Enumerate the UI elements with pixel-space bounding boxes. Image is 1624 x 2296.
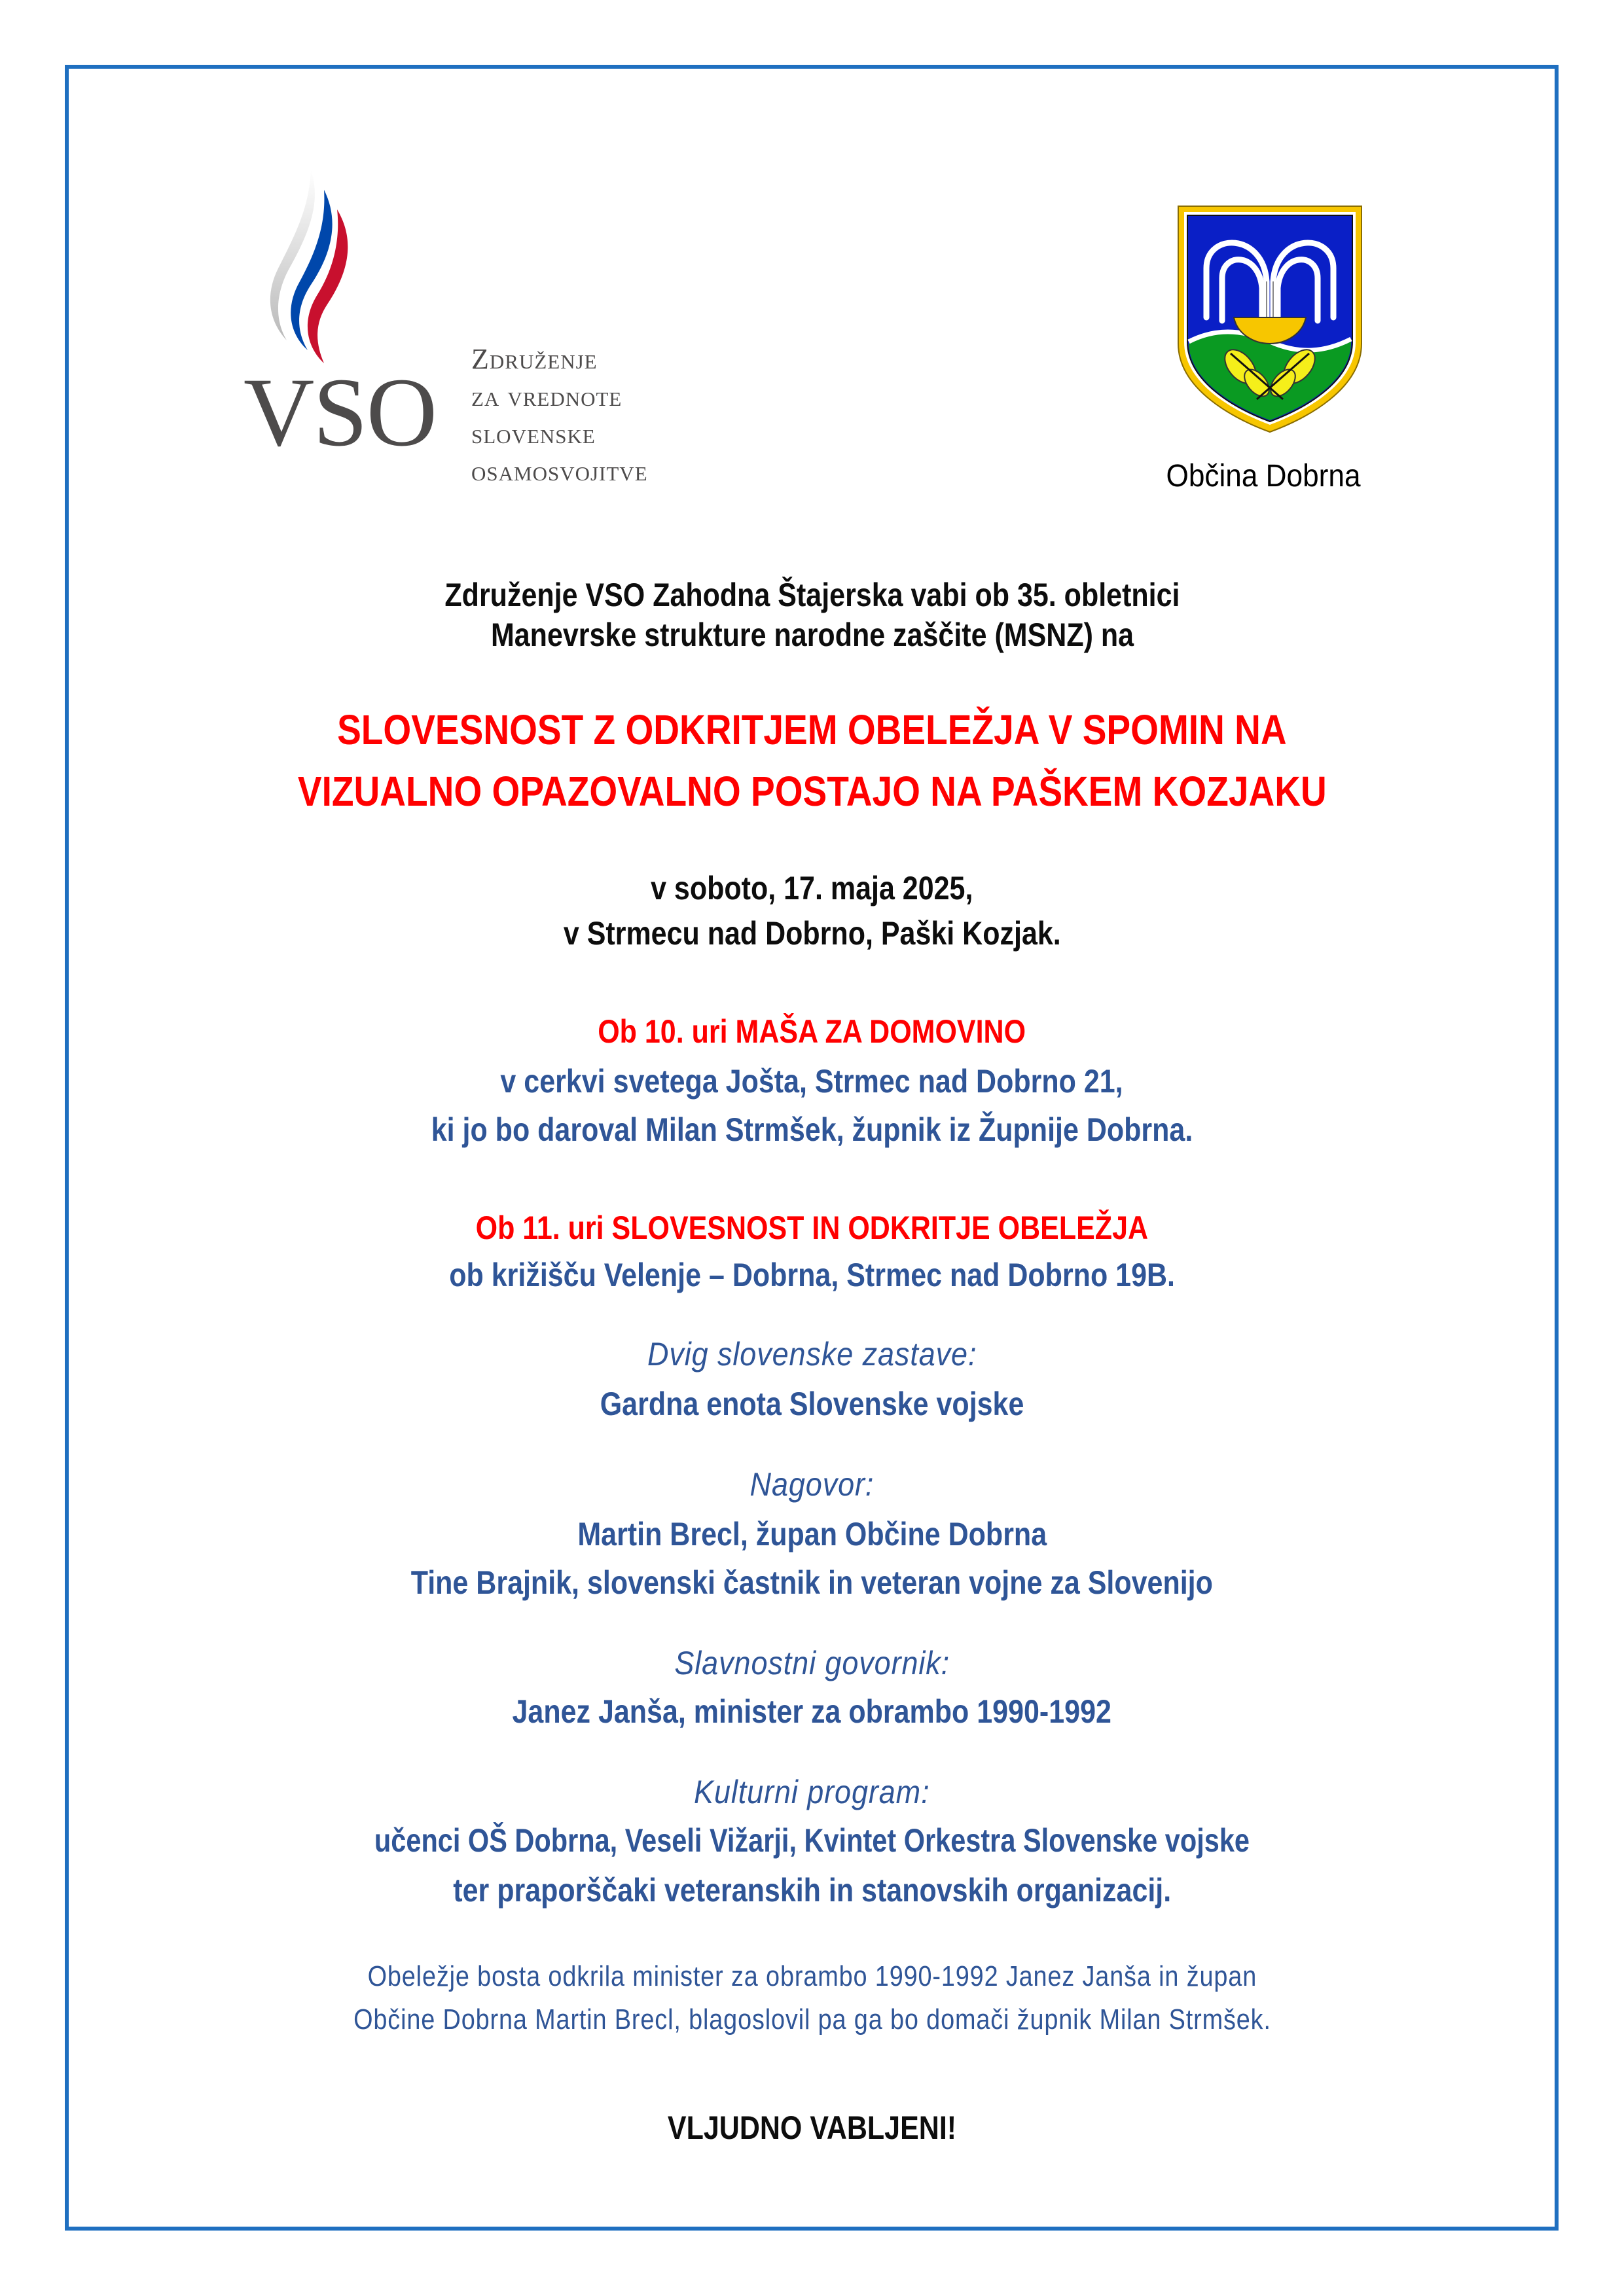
municipality-caption: Občina Dobrna: [1166, 459, 1361, 493]
event-title: SLOVESNOST Z ODKRITJEM OBELEŽJA V SPOMIN NA: [337, 706, 1287, 753]
event-date: v soboto, 17. maja 2025,: [651, 870, 973, 906]
program-event: SLOVESNOST IN ODKRITJE OBELEŽJA: [611, 1210, 1149, 1246]
section-value: Tine Brajnik, slovenski častnik in veteran vojne za Slovenijo: [410, 1564, 1214, 1601]
program-item-heading: [0, 1013, 1624, 1050]
program-item-heading: [0, 1209, 1624, 1247]
event-title: VIZUALNO OPAZOVALNO POSTAJO NA PAŠKEM KOZJAKU: [297, 768, 1327, 815]
vso-name-line: slovenske: [471, 418, 596, 450]
closing-note: Občine Dobrna Martin Brecl, blagoslovil pa ga bo domači župnik Milan Strmšek.: [353, 2003, 1271, 2036]
section-value: Janez Janša, minister za obrambo 1990-1992: [512, 1693, 1112, 1730]
vso-flame-logo-icon: [249, 164, 386, 367]
intro-line: Manevrske strukture narodne zaščite (MSNZ) na: [490, 617, 1134, 653]
section-label: Nagovor:: [749, 1466, 875, 1503]
event-place: v Strmecu nad Dobrno, Paški Kozjak.: [563, 915, 1061, 952]
section-label: Dvig slovenske zastave:: [647, 1336, 977, 1372]
section-value: Gardna enota Slovenske vojske: [600, 1386, 1024, 1422]
closing-invitation: VLJUDNO VABLJENI!: [667, 2109, 957, 2146]
program-time: Ob 10. uri: [598, 1013, 728, 1050]
program-event: MAŠA ZA DOMOVINO: [735, 1013, 1026, 1050]
section-label: Kulturni program:: [694, 1774, 930, 1810]
program-item-detail: v cerkvi svetega Jošta, Strmec nad Dobrno 21,: [500, 1063, 1124, 1100]
program-item-detail: ki jo bo daroval Milan Strmšek, župnik iz Župnije Dobrna.: [431, 1111, 1193, 1148]
section-value: ter praporščaki veteranskih in stanovskih organizacij.: [453, 1872, 1171, 1909]
program-item-detail: ob križišču Velenje – Dobrna, Strmec nad Dobrno 19B.: [449, 1257, 1175, 1293]
vso-letters: VSO: [244, 358, 437, 467]
section-value: učenci OŠ Dobrna, Veseli Vižarji, Kvintet Orkestra Slovenske vojske: [374, 1822, 1250, 1859]
section-label: Slavnostni govornik:: [674, 1645, 950, 1681]
vso-name-line: za vrednote: [471, 380, 623, 412]
vso-organization-name: [471, 340, 648, 490]
vso-name-line: osamosvojitve: [471, 455, 648, 487]
obcina-dobrna-coat-of-arms-icon: [1175, 203, 1365, 435]
intro-line: Združenje VSO Zahodna Štajerska vabi ob 35. obletnici: [444, 577, 1180, 613]
section-value: Martin Brecl, župan Občine Dobrna: [577, 1516, 1047, 1552]
program-time: Ob 11. uri: [475, 1210, 604, 1246]
vso-name-line: Združenje: [471, 343, 598, 375]
closing-note: Obeležje bosta odkrila minister za obrambo 1990-1992 Janez Janša in župan: [367, 1960, 1257, 1992]
